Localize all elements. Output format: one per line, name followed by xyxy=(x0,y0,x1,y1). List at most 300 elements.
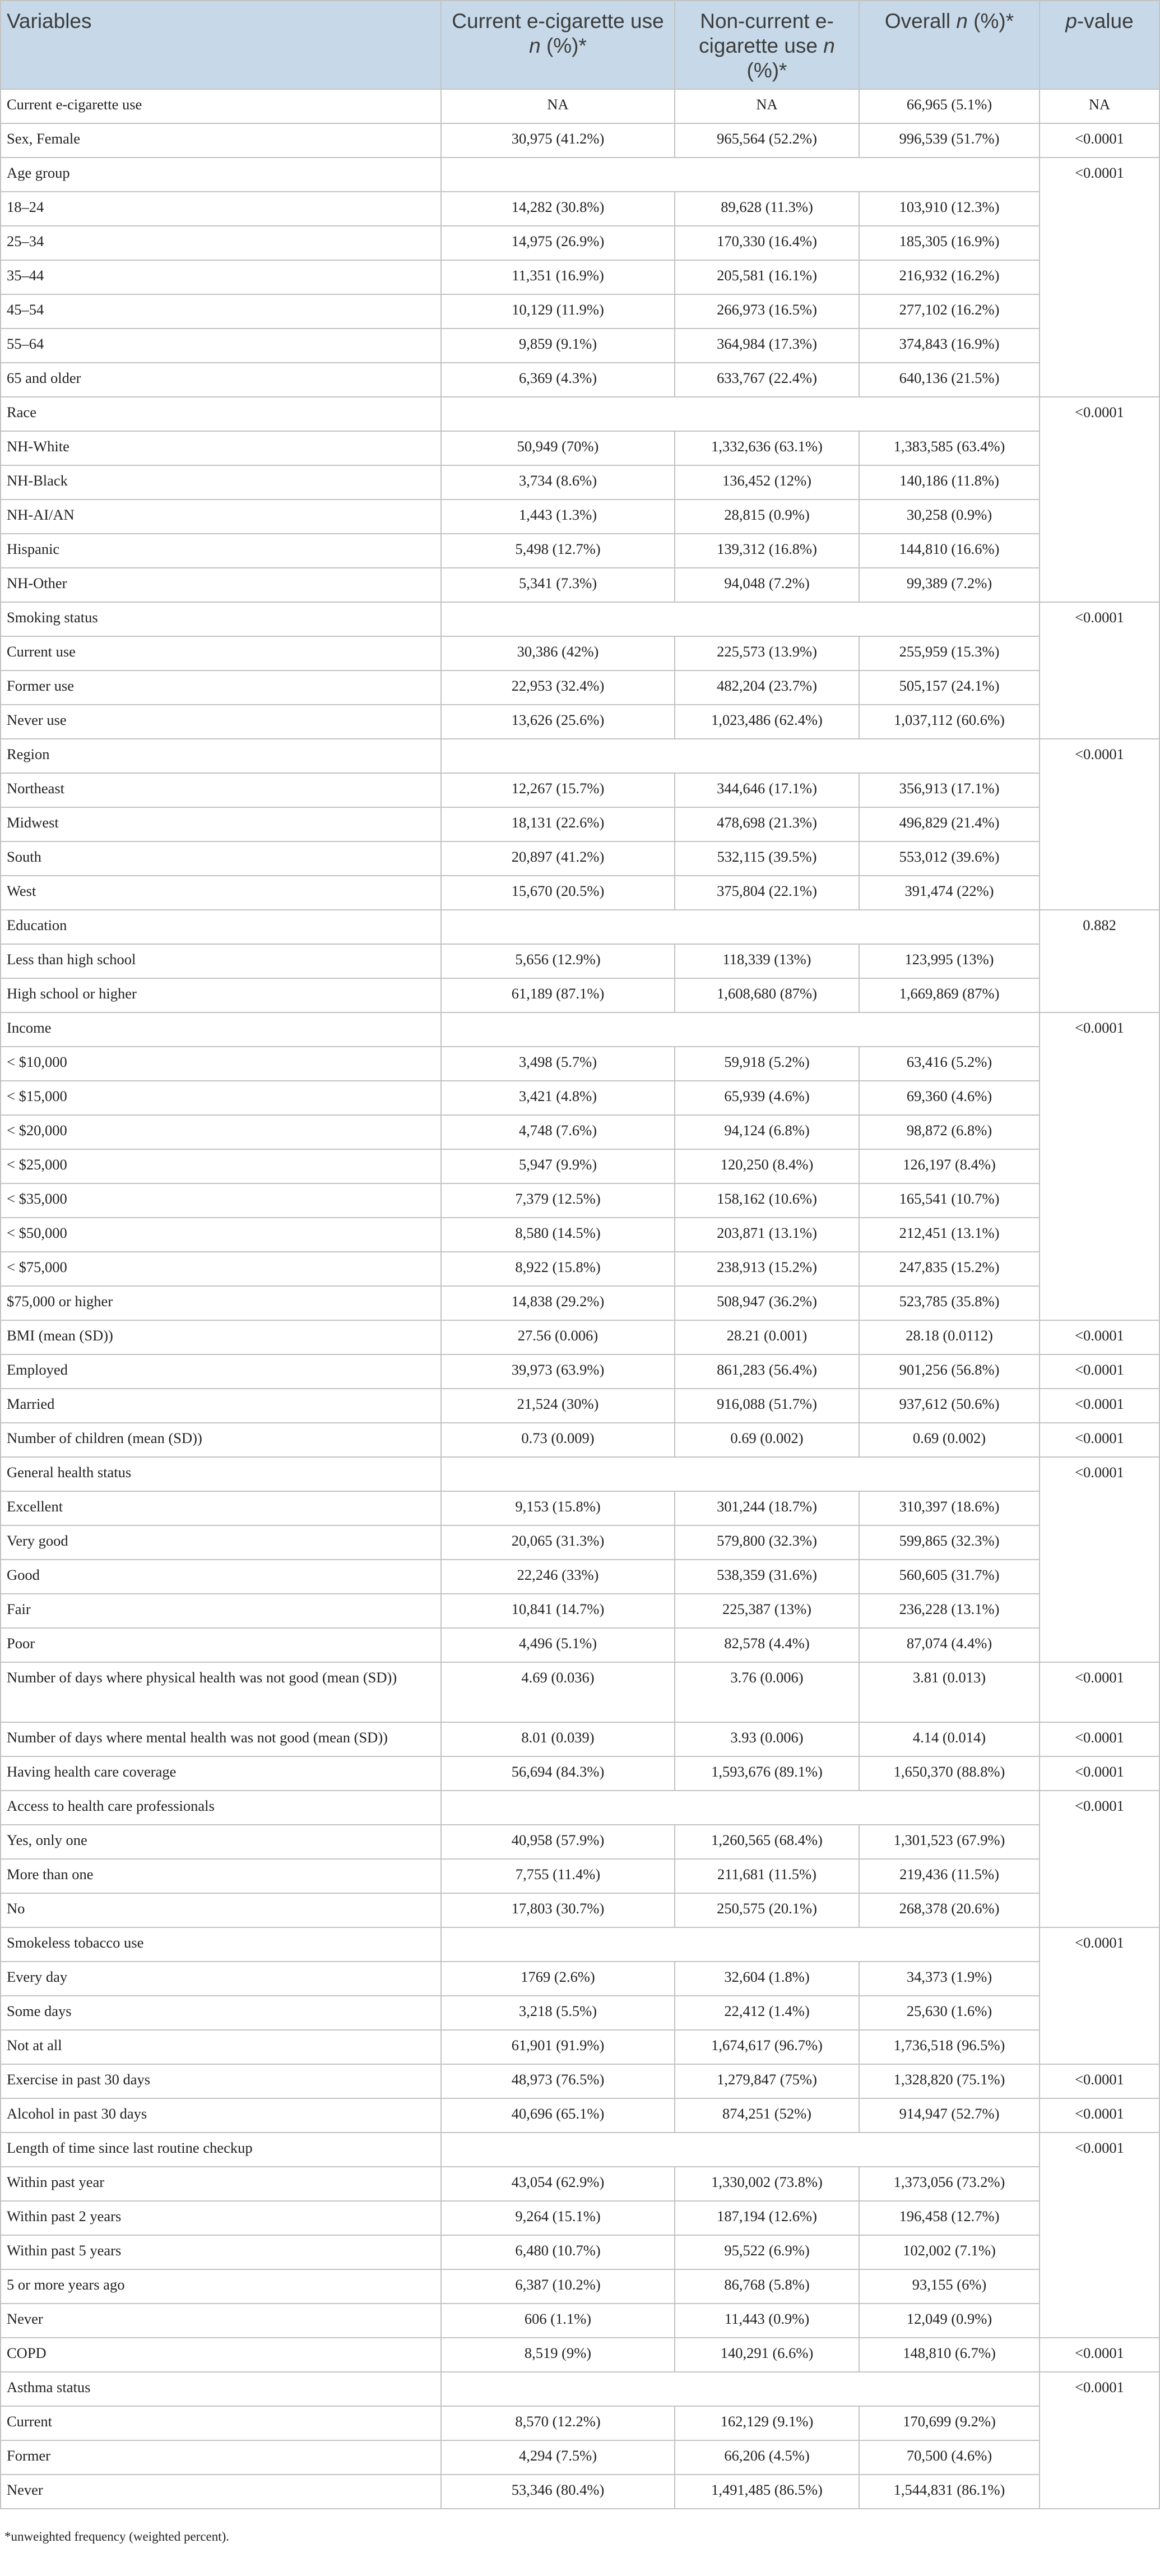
table-row xyxy=(1,841,1159,876)
table-row xyxy=(1,294,1159,329)
noncurrent-use-cell: 874,251 (52%) xyxy=(675,2098,859,2133)
table-group-row xyxy=(1,739,1159,773)
noncurrent-use-cell: 1,330,002 (73.8%) xyxy=(675,2167,859,2201)
variable-cell: Having health care coverage xyxy=(1,1756,441,1791)
overall-cell: 1,650,370 (88.8%) xyxy=(859,1756,1040,1791)
table-row xyxy=(1,944,1159,978)
pvalue-cell: <0.0001 xyxy=(1040,1354,1159,1389)
overall-cell: 1,328,820 (75.1%) xyxy=(859,2064,1040,2098)
overall-cell: 277,102 (16.2%) xyxy=(859,294,1040,329)
variable-cell: Fair xyxy=(1,1594,441,1628)
pvalue-cell: <0.0001 xyxy=(1040,2064,1159,2098)
noncurrent-use-cell: 375,804 (22.1%) xyxy=(675,876,859,910)
table-row xyxy=(1,1252,1159,1286)
current-use-cell: 5,947 (9.9%) xyxy=(441,1149,675,1183)
overall-cell: 553,012 (39.6%) xyxy=(859,841,1040,876)
table-row xyxy=(1,1423,1159,1457)
header-current-use: Current e-cigarette use n (%)* xyxy=(441,1,675,89)
noncurrent-use-cell: 95,522 (6.9%) xyxy=(675,2235,859,2269)
group-empty-cell xyxy=(441,910,1040,944)
group-label-cell: Smokeless tobacco use xyxy=(1,1927,441,1962)
pvalue-cell: <0.0001 xyxy=(1040,158,1159,397)
variable-cell: 5 or more years ago xyxy=(1,2269,441,2304)
noncurrent-use-cell: 170,330 (16.4%) xyxy=(675,226,859,260)
noncurrent-use-cell: 0.69 (0.002) xyxy=(675,1423,859,1457)
group-empty-cell xyxy=(441,1012,1040,1047)
overall-cell: 93,155 (6%) xyxy=(859,2269,1040,2304)
variable-cell: High school or higher xyxy=(1,978,441,1012)
current-use-cell: 14,282 (30.8%) xyxy=(441,192,675,226)
current-use-cell: NA xyxy=(441,89,675,123)
noncurrent-use-cell: 1,279,847 (75%) xyxy=(675,2064,859,2098)
noncurrent-use-cell: 89,628 (11.3%) xyxy=(675,192,859,226)
current-use-cell: 14,838 (29.2%) xyxy=(441,1286,675,1320)
variable-cell: Current use xyxy=(1,636,441,670)
current-use-cell: 9,264 (15.1%) xyxy=(441,2201,675,2235)
overall-cell: 30,258 (0.9%) xyxy=(859,500,1040,534)
table-row xyxy=(1,1756,1159,1791)
overall-cell: 87,074 (4.4%) xyxy=(859,1628,1040,1662)
current-use-cell: 4,294 (7.5%) xyxy=(441,2440,675,2475)
overall-cell: 69,360 (4.6%) xyxy=(859,1081,1040,1115)
variable-cell: Never use xyxy=(1,705,441,739)
table-row xyxy=(1,636,1159,670)
pvalue-cell: <0.0001 xyxy=(1040,2133,1159,2338)
group-label-cell: Region xyxy=(1,739,441,773)
current-use-cell: 3,421 (4.8%) xyxy=(441,1081,675,1115)
noncurrent-use-cell: 86,768 (5.8%) xyxy=(675,2269,859,2304)
overall-cell: 560,605 (31.7%) xyxy=(859,1560,1040,1594)
variable-cell: NH-Black xyxy=(1,465,441,500)
header-pvalue: p-value xyxy=(1040,1,1159,89)
noncurrent-use-cell: 22,412 (1.4%) xyxy=(675,1996,859,2030)
table-footnote: *unweighted frequency (weighted percent). xyxy=(4,2529,230,2543)
current-use-cell: 9,153 (15.8%) xyxy=(441,1491,675,1525)
table-row xyxy=(1,2440,1159,2475)
overall-cell: 196,458 (12.7%) xyxy=(859,2201,1040,2235)
overall-cell: 99,389 (7.2%) xyxy=(859,568,1040,602)
pvalue-cell: <0.0001 xyxy=(1040,602,1159,739)
table-row xyxy=(1,1389,1159,1423)
table-row xyxy=(1,705,1159,739)
overall-cell: 4.14 (0.014) xyxy=(859,1722,1040,1756)
current-use-cell: 4,496 (5.1%) xyxy=(441,1628,675,1662)
group-label-cell: General health status xyxy=(1,1457,441,1491)
variable-cell: 35–44 xyxy=(1,260,441,294)
group-empty-cell xyxy=(441,2372,1040,2406)
current-use-cell: 4.69 (0.036) xyxy=(441,1662,675,1722)
noncurrent-use-cell: 158,162 (10.6%) xyxy=(675,1183,859,1218)
current-use-cell: 606 (1.1%) xyxy=(441,2304,675,2338)
current-use-cell: 14,975 (26.9%) xyxy=(441,226,675,260)
noncurrent-use-cell: 538,359 (31.6%) xyxy=(675,1560,859,1594)
group-label-cell: Asthma status xyxy=(1,2372,441,2406)
variable-cell: NH-White xyxy=(1,431,441,465)
table-row xyxy=(1,123,1159,158)
variable-cell: BMI (mean (SD)) xyxy=(1,1320,441,1354)
variable-cell: Every day xyxy=(1,1962,441,1996)
overall-cell: 0.69 (0.002) xyxy=(859,1423,1040,1457)
current-use-cell: 20,065 (31.3%) xyxy=(441,1525,675,1560)
table-row xyxy=(1,192,1159,226)
noncurrent-use-cell: 120,250 (8.4%) xyxy=(675,1149,859,1183)
variable-cell: Less than high school xyxy=(1,944,441,978)
table-group-row xyxy=(1,910,1159,944)
overall-cell: 144,810 (16.6%) xyxy=(859,534,1040,568)
current-use-cell: 40,958 (57.9%) xyxy=(441,1825,675,1859)
noncurrent-use-cell: 344,646 (17.1%) xyxy=(675,773,859,807)
noncurrent-use-cell: 225,573 (13.9%) xyxy=(675,636,859,670)
noncurrent-use-cell: 861,283 (56.4%) xyxy=(675,1354,859,1389)
overall-cell: 1,383,585 (63.4%) xyxy=(859,431,1040,465)
table-row xyxy=(1,534,1159,568)
table-row xyxy=(1,1962,1159,1996)
current-use-cell: 56,694 (84.3%) xyxy=(441,1756,675,1791)
current-use-cell: 10,129 (11.9%) xyxy=(441,294,675,329)
variable-cell: 65 and older xyxy=(1,363,441,397)
overall-cell: 1,544,831 (86.1%) xyxy=(859,2475,1040,2509)
noncurrent-use-cell: 478,698 (21.3%) xyxy=(675,807,859,841)
group-label-cell: Education xyxy=(1,910,441,944)
table-row xyxy=(1,1183,1159,1218)
header-overall: Overall n (%)* xyxy=(859,1,1040,89)
table-row xyxy=(1,89,1159,123)
pvalue-cell: <0.0001 xyxy=(1040,1927,1159,2064)
current-use-cell: 61,901 (91.9%) xyxy=(441,2030,675,2064)
overall-cell: 165,541 (10.7%) xyxy=(859,1183,1040,1218)
current-use-cell: 10,841 (14.7%) xyxy=(441,1594,675,1628)
table-row xyxy=(1,1320,1159,1354)
table-row xyxy=(1,226,1159,260)
current-use-cell: 1,443 (1.3%) xyxy=(441,500,675,534)
variable-cell: < $15,000 xyxy=(1,1081,441,1115)
variable-cell: Hispanic xyxy=(1,534,441,568)
variable-cell: Number of children (mean (SD)) xyxy=(1,1423,441,1457)
variable-cell: Number of days where physical health was not good (mean (SD)) xyxy=(1,1662,441,1722)
noncurrent-use-cell: 82,578 (4.4%) xyxy=(675,1628,859,1662)
overall-cell: 268,378 (20.6%) xyxy=(859,1893,1040,1927)
overall-cell: 12,049 (0.9%) xyxy=(859,2304,1040,2338)
overall-cell: 996,539 (51.7%) xyxy=(859,123,1040,158)
pvalue-cell: NA xyxy=(1040,89,1159,123)
noncurrent-use-cell: 508,947 (36.2%) xyxy=(675,1286,859,1320)
noncurrent-use-cell: 633,767 (22.4%) xyxy=(675,363,859,397)
current-use-cell: 15,670 (20.5%) xyxy=(441,876,675,910)
table-row xyxy=(1,2338,1159,2372)
current-use-cell: 8,519 (9%) xyxy=(441,2338,675,2372)
overall-cell: 103,910 (12.3%) xyxy=(859,192,1040,226)
noncurrent-use-cell: 3.93 (0.006) xyxy=(675,1722,859,1756)
noncurrent-use-cell: 139,312 (16.8%) xyxy=(675,534,859,568)
pvalue-cell: <0.0001 xyxy=(1040,123,1159,158)
current-use-cell: 30,386 (42%) xyxy=(441,636,675,670)
current-use-cell: 43,054 (62.9%) xyxy=(441,2167,675,2201)
group-empty-cell xyxy=(441,1457,1040,1491)
current-use-cell: 53,346 (80.4%) xyxy=(441,2475,675,2509)
overall-cell: 255,959 (15.3%) xyxy=(859,636,1040,670)
variable-cell: < $75,000 xyxy=(1,1252,441,1286)
noncurrent-use-cell: 65,939 (4.6%) xyxy=(675,1081,859,1115)
table-row xyxy=(1,260,1159,294)
noncurrent-use-cell: 1,491,485 (86.5%) xyxy=(675,2475,859,2509)
group-label-cell: Length of time since last routine checkup xyxy=(1,2133,441,2167)
overall-cell: 1,037,112 (60.6%) xyxy=(859,705,1040,739)
overall-cell: 216,932 (16.2%) xyxy=(859,260,1040,294)
overall-cell: 247,835 (15.2%) xyxy=(859,1252,1040,1286)
noncurrent-use-cell: 140,291 (6.6%) xyxy=(675,2338,859,2372)
table-row xyxy=(1,1115,1159,1149)
variable-cell: Poor xyxy=(1,1628,441,1662)
table-row xyxy=(1,807,1159,841)
variable-cell: < $35,000 xyxy=(1,1183,441,1218)
overall-cell: 374,843 (16.9%) xyxy=(859,329,1040,363)
overall-cell: 140,186 (11.8%) xyxy=(859,465,1040,500)
group-label-cell: Age group xyxy=(1,158,441,192)
noncurrent-use-cell: 118,339 (13%) xyxy=(675,944,859,978)
pvalue-cell: <0.0001 xyxy=(1040,1320,1159,1354)
variable-cell: 18–24 xyxy=(1,192,441,226)
group-empty-cell xyxy=(441,2133,1040,2167)
current-use-cell: 3,218 (5.5%) xyxy=(441,1996,675,2030)
group-empty-cell xyxy=(441,397,1040,431)
overall-cell: 310,397 (18.6%) xyxy=(859,1491,1040,1525)
current-use-cell: 12,267 (15.7%) xyxy=(441,773,675,807)
table-row xyxy=(1,1286,1159,1320)
variable-cell: < $10,000 xyxy=(1,1047,441,1081)
overall-cell: 70,500 (4.6%) xyxy=(859,2440,1040,2475)
table-row xyxy=(1,773,1159,807)
noncurrent-use-cell: 225,387 (13%) xyxy=(675,1594,859,1628)
variable-cell: < $50,000 xyxy=(1,1218,441,1252)
table-row xyxy=(1,1149,1159,1183)
noncurrent-use-cell: 1,023,486 (62.4%) xyxy=(675,705,859,739)
pvalue-cell: <0.0001 xyxy=(1040,1791,1159,1927)
overall-cell: 98,872 (6.8%) xyxy=(859,1115,1040,1149)
current-use-cell: 50,949 (70%) xyxy=(441,431,675,465)
noncurrent-use-cell: 1,332,636 (63.1%) xyxy=(675,431,859,465)
noncurrent-use-cell: NA xyxy=(675,89,859,123)
table-row xyxy=(1,1047,1159,1081)
current-use-cell: 8,580 (14.5%) xyxy=(441,1218,675,1252)
variable-cell: Number of days where mental health was not good (mean (SD)) xyxy=(1,1722,441,1756)
noncurrent-use-cell: 965,564 (52.2%) xyxy=(675,123,859,158)
variable-cell: Good xyxy=(1,1560,441,1594)
table-row xyxy=(1,1825,1159,1859)
noncurrent-use-cell: 28.21 (0.001) xyxy=(675,1320,859,1354)
table-row xyxy=(1,2030,1159,2064)
noncurrent-use-cell: 66,206 (4.5%) xyxy=(675,2440,859,2475)
pvalue-cell: <0.0001 xyxy=(1040,739,1159,910)
variable-cell: Married xyxy=(1,1389,441,1423)
table-row xyxy=(1,329,1159,363)
overall-cell: 185,305 (16.9%) xyxy=(859,226,1040,260)
table-group-row xyxy=(1,1012,1159,1047)
table-row xyxy=(1,2406,1159,2440)
table-row xyxy=(1,363,1159,397)
variable-cell: NH-AI/AN xyxy=(1,500,441,534)
overall-cell: 901,256 (56.8%) xyxy=(859,1354,1040,1389)
variable-cell: $75,000 or higher xyxy=(1,1286,441,1320)
table-row xyxy=(1,1893,1159,1927)
variable-cell: Sex, Female xyxy=(1,123,441,158)
variable-cell: Within past 5 years xyxy=(1,2235,441,2269)
current-use-cell: 9,859 (9.1%) xyxy=(441,329,675,363)
current-use-cell: 4,748 (7.6%) xyxy=(441,1115,675,1149)
table-row xyxy=(1,2064,1159,2098)
current-use-cell: 11,351 (16.9%) xyxy=(441,260,675,294)
noncurrent-use-cell: 94,124 (6.8%) xyxy=(675,1115,859,1149)
table-row xyxy=(1,1081,1159,1115)
pvalue-cell: <0.0001 xyxy=(1040,1662,1159,1722)
overall-cell: 505,157 (24.1%) xyxy=(859,670,1040,705)
variable-cell: 25–34 xyxy=(1,226,441,260)
variable-cell: < $25,000 xyxy=(1,1149,441,1183)
variable-cell: Within past 2 years xyxy=(1,2201,441,2235)
header-variables: Variables xyxy=(1,1,441,89)
noncurrent-use-cell: 203,871 (13.1%) xyxy=(675,1218,859,1252)
pvalue-cell: <0.0001 xyxy=(1040,2338,1159,2372)
overall-cell: 599,865 (32.3%) xyxy=(859,1525,1040,1560)
variable-cell: Never xyxy=(1,2475,441,2509)
variable-cell: Within past year xyxy=(1,2167,441,2201)
table-group-row xyxy=(1,397,1159,431)
table-group-row xyxy=(1,2372,1159,2406)
noncurrent-use-cell: 579,800 (32.3%) xyxy=(675,1525,859,1560)
current-use-cell: 5,341 (7.3%) xyxy=(441,568,675,602)
variable-cell: No xyxy=(1,1893,441,1927)
noncurrent-use-cell: 1,674,617 (96.7%) xyxy=(675,2030,859,2064)
pvalue-cell: <0.0001 xyxy=(1040,2098,1159,2133)
overall-cell: 236,228 (13.1%) xyxy=(859,1594,1040,1628)
table-row xyxy=(1,978,1159,1012)
variable-cell: More than one xyxy=(1,1859,441,1893)
noncurrent-use-cell: 59,918 (5.2%) xyxy=(675,1047,859,1081)
current-use-cell: 5,656 (12.9%) xyxy=(441,944,675,978)
variable-cell: Some days xyxy=(1,1996,441,2030)
overall-cell: 356,913 (17.1%) xyxy=(859,773,1040,807)
overall-cell: 102,002 (7.1%) xyxy=(859,2235,1040,2269)
variable-cell: Former use xyxy=(1,670,441,705)
table-group-row xyxy=(1,1791,1159,1825)
variable-cell: West xyxy=(1,876,441,910)
table-row xyxy=(1,1354,1159,1389)
noncurrent-use-cell: 94,048 (7.2%) xyxy=(675,568,859,602)
overall-cell: 937,612 (50.6%) xyxy=(859,1389,1040,1423)
overall-cell: 212,451 (13.1%) xyxy=(859,1218,1040,1252)
noncurrent-use-cell: 250,575 (20.1%) xyxy=(675,1893,859,1927)
pvalue-cell: <0.0001 xyxy=(1040,1457,1159,1662)
noncurrent-use-cell: 136,452 (12%) xyxy=(675,465,859,500)
noncurrent-use-cell: 3.76 (0.006) xyxy=(675,1662,859,1722)
table-row xyxy=(1,2475,1159,2509)
table-body xyxy=(1,89,1159,2509)
pvalue-cell: <0.0001 xyxy=(1040,1012,1159,1320)
variable-cell: Not at all xyxy=(1,2030,441,2064)
table-group-row xyxy=(1,602,1159,636)
variable-cell: 55–64 xyxy=(1,329,441,363)
overall-cell: 914,947 (52.7%) xyxy=(859,2098,1040,2133)
noncurrent-use-cell: 28,815 (0.9%) xyxy=(675,500,859,534)
noncurrent-use-cell: 1,593,676 (89.1%) xyxy=(675,1756,859,1791)
current-use-cell: 6,369 (4.3%) xyxy=(441,363,675,397)
overall-cell: 219,436 (11.5%) xyxy=(859,1859,1040,1893)
table-row xyxy=(1,431,1159,465)
table-row xyxy=(1,670,1159,705)
noncurrent-use-cell: 211,681 (11.5%) xyxy=(675,1859,859,1893)
variable-cell: South xyxy=(1,841,441,876)
current-use-cell: 13,626 (25.6%) xyxy=(441,705,675,739)
overall-cell: 1,373,056 (73.2%) xyxy=(859,2167,1040,2201)
group-empty-cell xyxy=(441,602,1040,636)
current-use-cell: 22,246 (33%) xyxy=(441,1560,675,1594)
table-row xyxy=(1,1628,1159,1662)
pvalue-cell: <0.0001 xyxy=(1040,1389,1159,1423)
noncurrent-use-cell: 238,913 (15.2%) xyxy=(675,1252,859,1286)
table-row xyxy=(1,2235,1159,2269)
pvalue-cell: <0.0001 xyxy=(1040,1423,1159,1457)
current-use-cell: 27.56 (0.006) xyxy=(441,1320,675,1354)
variable-cell: Current xyxy=(1,2406,441,2440)
pvalue-cell: <0.0001 xyxy=(1040,1756,1159,1791)
current-use-cell: 30,975 (41.2%) xyxy=(441,123,675,158)
pvalue-cell: <0.0001 xyxy=(1040,2372,1159,2509)
overall-cell: 66,965 (5.1%) xyxy=(859,89,1040,123)
current-use-cell: 48,973 (76.5%) xyxy=(441,2064,675,2098)
noncurrent-use-cell: 301,244 (18.7%) xyxy=(675,1491,859,1525)
current-use-cell: 8.01 (0.039) xyxy=(441,1722,675,1756)
current-use-cell: 3,498 (5.7%) xyxy=(441,1047,675,1081)
variable-cell: Current e-cigarette use xyxy=(1,89,441,123)
group-label-cell: Income xyxy=(1,1012,441,1047)
variable-cell: Excellent xyxy=(1,1491,441,1525)
table-row xyxy=(1,2167,1159,2201)
table-row xyxy=(1,1525,1159,1560)
noncurrent-use-cell: 266,973 (16.5%) xyxy=(675,294,859,329)
variable-cell: Northeast xyxy=(1,773,441,807)
table-row xyxy=(1,876,1159,910)
pvalue-cell: <0.0001 xyxy=(1040,397,1159,602)
current-use-cell: 22,953 (32.4%) xyxy=(441,670,675,705)
noncurrent-use-cell: 205,581 (16.1%) xyxy=(675,260,859,294)
overall-cell: 640,136 (21.5%) xyxy=(859,363,1040,397)
current-use-cell: 21,524 (30%) xyxy=(441,1389,675,1423)
current-use-cell: 7,755 (11.4%) xyxy=(441,1859,675,1893)
current-use-cell: 40,696 (65.1%) xyxy=(441,2098,675,2133)
table-row xyxy=(1,1996,1159,2030)
overall-cell: 523,785 (35.8%) xyxy=(859,1286,1040,1320)
variable-cell: NH-Other xyxy=(1,568,441,602)
overall-cell: 496,829 (21.4%) xyxy=(859,807,1040,841)
table-row xyxy=(1,465,1159,500)
current-use-cell: 6,480 (10.7%) xyxy=(441,2235,675,2269)
header-noncurrent-use: Non-current e-cigarette use n (%)* xyxy=(675,1,859,89)
table-row xyxy=(1,500,1159,534)
variable-cell: Yes, only one xyxy=(1,1825,441,1859)
noncurrent-use-cell: 1,260,565 (68.4%) xyxy=(675,1825,859,1859)
overall-cell: 126,197 (8.4%) xyxy=(859,1149,1040,1183)
current-use-cell: 8,570 (12.2%) xyxy=(441,2406,675,2440)
table-row xyxy=(1,2201,1159,2235)
table-row xyxy=(1,2098,1159,2133)
current-use-cell: 18,131 (22.6%) xyxy=(441,807,675,841)
current-use-cell: 6,387 (10.2%) xyxy=(441,2269,675,2304)
noncurrent-use-cell: 187,194 (12.6%) xyxy=(675,2201,859,2235)
table-row xyxy=(1,2304,1159,2338)
variable-cell: Former xyxy=(1,2440,441,2475)
table-row xyxy=(1,1859,1159,1893)
current-use-cell: 7,379 (12.5%) xyxy=(441,1183,675,1218)
table-row xyxy=(1,2269,1159,2304)
